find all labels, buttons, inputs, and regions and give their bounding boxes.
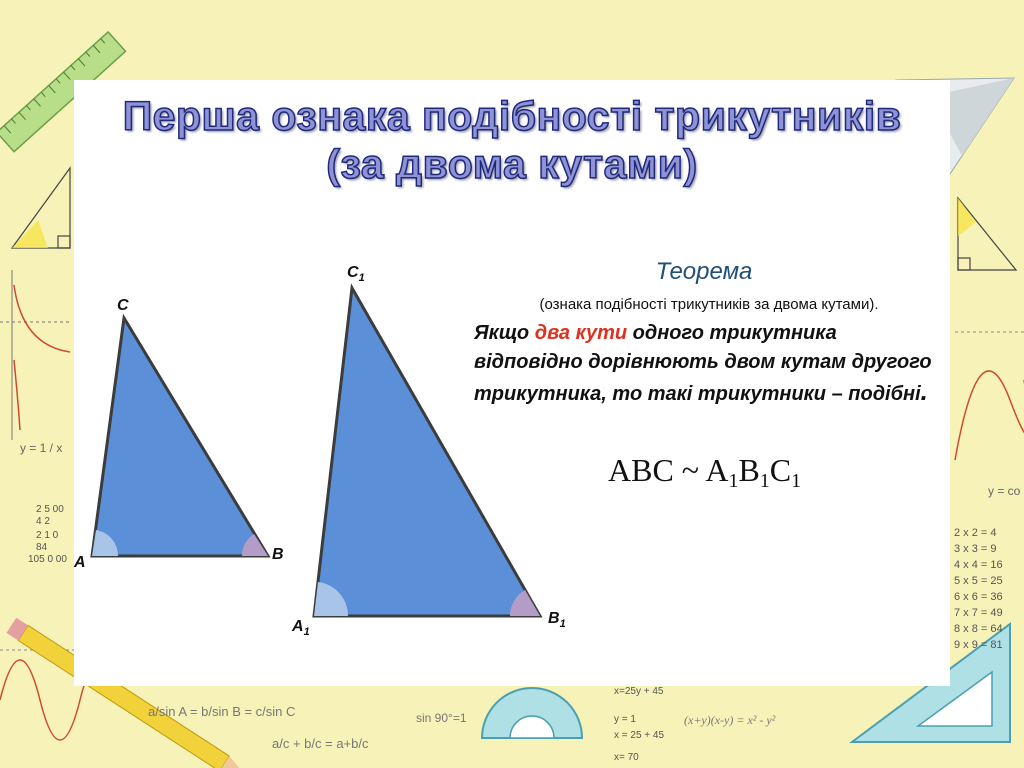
svg-text:7 x 7 = 49: 7 x 7 = 49 bbox=[954, 607, 1003, 619]
theorem-block bbox=[474, 258, 954, 409]
triangle-abc bbox=[92, 318, 268, 556]
svg-text:4 2: 4 2 bbox=[36, 516, 50, 527]
svg-text:y = 1: y = 1 bbox=[614, 714, 636, 725]
svg-text:84: 84 bbox=[36, 542, 48, 553]
deco-text-fractions: a/c + b/c = a+b/c bbox=[272, 736, 369, 751]
theorem-highlight: два кути bbox=[534, 322, 628, 344]
vertex-label-a: A bbox=[74, 554, 86, 571]
svg-text:2 x 2 = 4: 2 x 2 = 4 bbox=[954, 527, 997, 539]
svg-text:x=25y + 45: x=25y + 45 bbox=[614, 686, 664, 697]
theorem-subtitle: (ознака подібності трикутників за двома кутами). bbox=[539, 296, 879, 313]
vertex-label-a1: $A_1$ bbox=[292, 618, 310, 638]
vertex-label-b1: $B_1$ bbox=[548, 610, 566, 630]
theorem-body: Якщо два кути одного трикутника відповідно дорівнюють двом кутам другого трикутника, то такі трикутники – подібні. bbox=[474, 322, 932, 406]
vertex-label-b: B bbox=[272, 546, 284, 563]
deco-text-cos: y = co bbox=[988, 484, 1021, 498]
svg-text:3 x 3 = 9: 3 x 3 = 9 bbox=[954, 543, 997, 555]
svg-text:9 x 9 = 81: 9 x 9 = 81 bbox=[954, 639, 1003, 651]
svg-text:x = 25 + 45: x = 25 + 45 bbox=[614, 730, 665, 741]
title-line-2: (за двома кутами) bbox=[326, 141, 698, 187]
deco-text-1-over-x: y = 1 / x bbox=[20, 441, 63, 455]
vertex-label-c1: $C_1$ bbox=[347, 264, 365, 284]
svg-text:4 x 4 = 16: 4 x 4 = 16 bbox=[954, 559, 1003, 571]
deco-text-law-of-sines: a/sin A = b/sin B = c/sin C bbox=[148, 704, 296, 719]
vertex-label-c: C bbox=[117, 297, 129, 314]
title-line-1: Перша ознака подібності трикутників bbox=[122, 93, 902, 139]
svg-text:8 x 8 = 64: 8 x 8 = 64 bbox=[954, 623, 1003, 635]
svg-text:105 0 00: 105 0 00 bbox=[28, 554, 67, 565]
theorem-heading: Теорема bbox=[655, 258, 753, 285]
similarity-formula: ABC ~ $A_1B_1C_1$ bbox=[608, 452, 802, 492]
svg-text:6 x 6 = 36: 6 x 6 = 36 bbox=[954, 591, 1003, 603]
svg-text:2 5 00: 2 5 00 bbox=[36, 504, 64, 515]
svg-text:5 x 5 = 25: 5 x 5 = 25 bbox=[954, 575, 1003, 587]
svg-text:2 1 0: 2 1 0 bbox=[36, 530, 59, 541]
deco-text-identity: (x+y)(x-y) = x² - y² bbox=[684, 713, 776, 727]
svg-text:x= 70: x= 70 bbox=[614, 752, 639, 763]
deco-text-sin90: sin 90°=1 bbox=[416, 711, 467, 725]
